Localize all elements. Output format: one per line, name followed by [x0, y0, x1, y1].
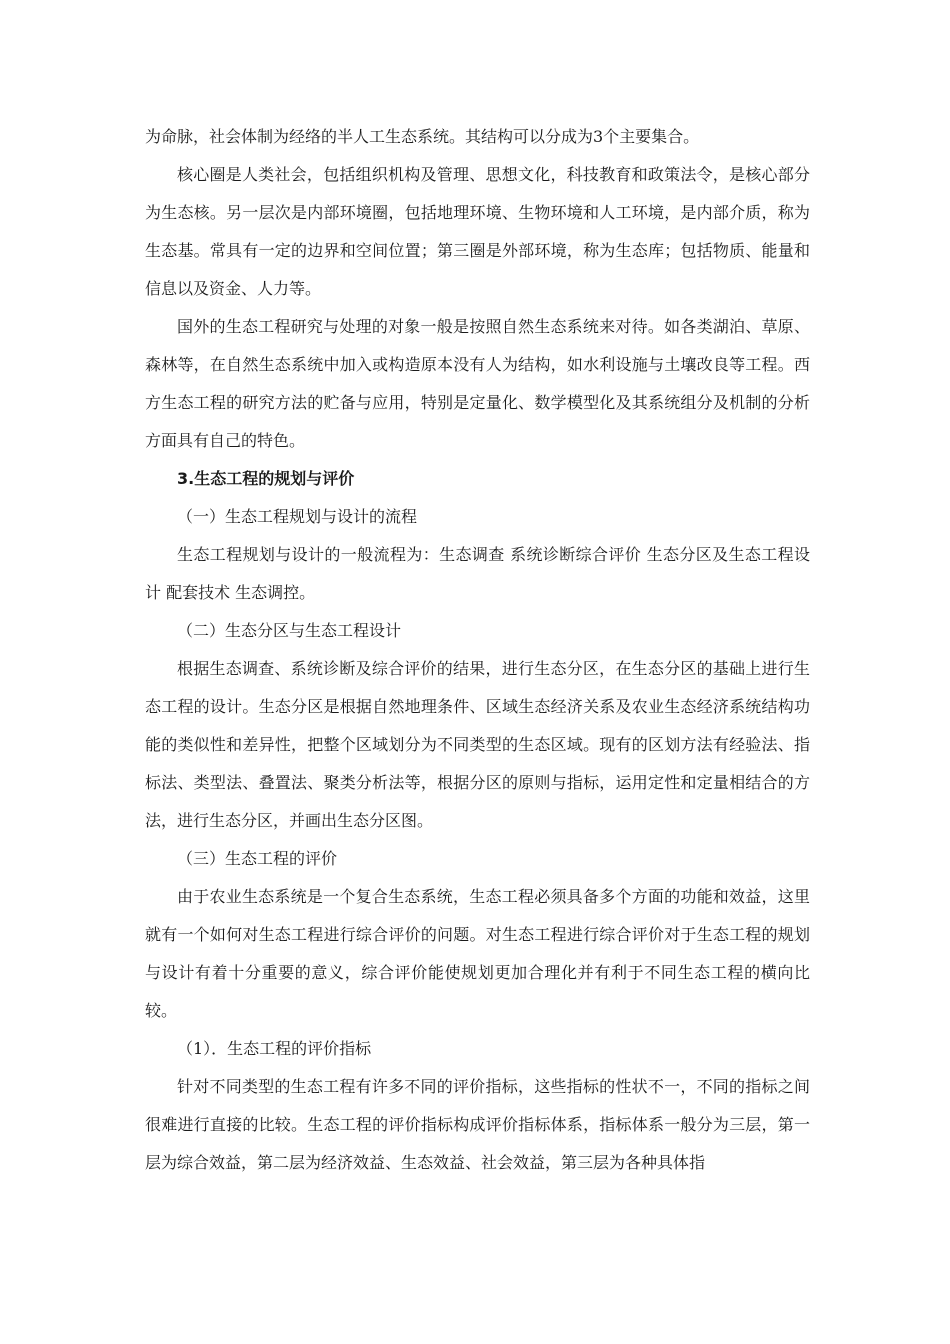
subsection-heading-zoning-design: （二）生态分区与生态工程设计: [177, 621, 402, 640]
subsection-heading-evaluation-indicators: （1）．生态工程的评价指标: [177, 1039, 372, 1058]
section-heading-planning-evaluation: 3.生态工程的规划与评价: [177, 469, 355, 488]
paragraph-structure-end: 为命脉，社会体制为经络的半人工生态系统。其结构可以分成为3个主要集合。: [145, 127, 700, 146]
paragraph-core-circle: 核心圈是人类社会，包括组织机构及管理、思想文化，科技教育和政策法令，是核心部分为生态核。另一层次是内部环境圈，包括地理环境、生物环境和人工环境，是内部介质，称为生态基。常具有一定的边界和空间位置；第三圈是外部环境，称为生态库；包括物质、能量和信息以及资金、人力等。: [145, 165, 810, 298]
paragraph-indicators: 针对不同类型的生态工程有许多不同的评价指标，这些指标的性状不一，不同的指标之间很难进行直接的比较。生态工程的评价指标构成评价指标体系，指标体系一般分为三层，第一层为综合效益，第二层为经济效益、生态效益、社会效益，第三层为各种具体指: [145, 1077, 810, 1172]
subsection-heading-evaluation: （三）生态工程的评价: [177, 849, 338, 868]
paragraph-planning-flow: 生态工程规划与设计的一般流程为：生态调查 系统诊断综合评价 生态分区及生态工程设计 配套技术 生态调控。: [145, 545, 810, 602]
paragraph-foreign-research: 国外的生态工程研究与处理的对象一般是按照自然生态系统来对待。如各类湖泊、草原、森林等，在自然生态系统中加入或构造原本没有人为结构，如水利设施与土壤改良等工程。西方生态工程的研究方法的贮备与应用，特别是定量化、数学模型化及其系统组分及机制的分析方面具有自己的特色。: [145, 317, 810, 450]
paragraph-zoning: 根据生态调查、系统诊断及综合评价的结果，进行生态分区，在生态分区的基础上进行生态工程的设计。生态分区是根据自然地理条件、区域生态经济关系及农业生态经济系统结构功能的类似性和差异性，把整个区域划分为不同类型的生态区域。现有的区划方法有经验法、指标法、类型法、叠置法、聚类分析法等，根据分区的原则与指标，运用定性和定量相结合的方法，进行生态分区，并画出生态分区图。: [145, 659, 810, 830]
document-body: [145, 118, 810, 1182]
paragraph-evaluation: 由于农业生态系统是一个复合生态系统，生态工程必须具备多个方面的功能和效益，这里就有一个如何对生态工程进行综合评价的问题。对生态工程进行综合评价对于生态工程的规划与设计有着十分重要的意义，综合评价能使规划更加合理化并有利于不同生态工程的横向比较。: [145, 887, 810, 1020]
subsection-heading-planning-flow: （一）生态工程规划与设计的流程: [177, 507, 418, 526]
